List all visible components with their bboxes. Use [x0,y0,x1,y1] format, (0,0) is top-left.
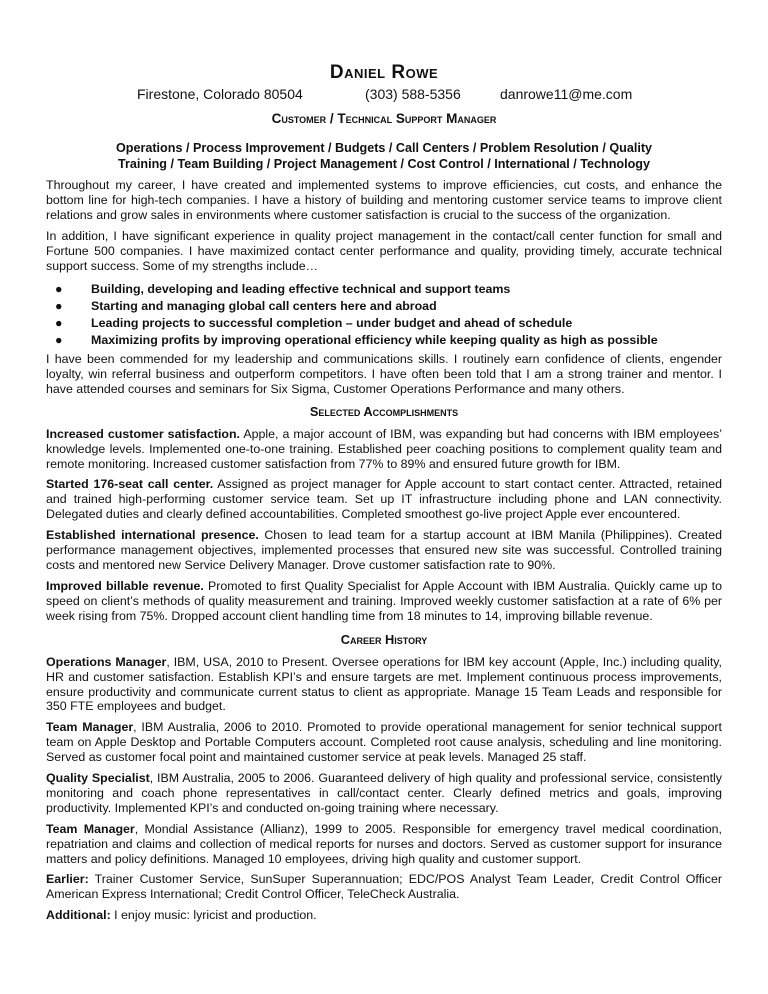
skills-line: Training / Team Building / Project Management / Cost Control / International / Technology [117,156,650,171]
accomplishment-item: Improved billable revenue. Promoted to first Quality Specialist for Apple Account with IBM Australia. Quickly came up to speed on client’s methods of quality measurement and training. Improved weekly customer satisfaction at a rate of 6% per week rising from 75%. Dropped account client handling time from 18 minutes to 14, improving billable revenue. [46,579,723,623]
list-item: ● Building, developing and leading effective technical and support teams [55,282,511,296]
location: Firestone, Colorado 80504 [137,86,303,102]
career-item: Team Manager, Mondial Assistance (Allianz), 1999 to 2005. Responsible for emergency travel medical coordination, repatriation and claims and collection of medical reports for nurses and doctors. Served as customer support for insurance matters and policy definitions. Managed 10 employees, driving high quality and customer support. [46,822,722,866]
accomplishment-item: Established international presence. Chosen to lead team for a startup account at IBM Manila (Philippines). Created performance management objectives, implemented processes that ensured new site was successful. Controlled training costs and mentored new Service Delivery Manager. Drove customer satisfaction rate to 90%. [46,528,722,572]
bullet-icon: ● [55,299,63,313]
job-title: Customer / Technical Support Manager [271,111,497,126]
skills-line: Operations / Process Improvement / Budgets / Call Centers / Problem Resolution / Quality [115,141,653,155]
phone: (303) 588-5356 [365,86,461,102]
list-item: ● Maximizing profits by improving operational efficiency while keeping quality as high as possible [55,333,658,347]
career-item: Team Manager, IBM Australia, 2006 to 2010. Promoted to provide operational management for senior technical support team on Apple Desktop and Portable Computers account. Completed root cause analysis, scheduling and line monitoring. Served as customer focal point and maintained customer service at peak levels. Managed 25 staff. [46,720,722,764]
bullet-icon: ● [55,333,63,347]
bullet-icon: ● [55,282,63,296]
summary-paragraph: I have been commended for my leadership and communications skills. I routinely earn confidence of clients, engender loyalty, win referral business and outperform competitors. I have often been told that I am a strong trainer and mentor. I have attended courses and seminars for Six Sigma, Customer Operations Performance and many others. [46,352,722,396]
list-item: ● Starting and managing global call centers here and abroad [55,299,437,313]
career-item: Operations Manager, IBM, USA, 2010 to Present. Oversee operations for IBM key account (Apple, Inc.) including quality, HR and customer satisfaction. Establish KPI’s and ensure targets are met. Implement continuous process improvements, ensure productivity and communicate current status to client as appropriate. Manage 15 Team Leads and responsible for 350 FTE employees and budget. [46,655,722,714]
strengths-list [46,281,658,349]
career-item: Earlier: Trainer Customer Service, SunSuper Superannuation; EDC/POS Analyst Team Leader, Credit Control Officer American Express International; Credit Control Officer, TeleCheck Australia. [46,872,722,901]
accomplishment-item: Started 176-seat call center. Assigned as project manager for Apple account to start contact center. Attracted, retained and trained high-performing customer service team. Set up IT infrastructure including phone and LAN connectivity. Delegated duties and clearly defined accountabilities. Completed smoothest go-live project Apple ever encountered. [46,477,722,521]
skills-summary [0,141,768,172]
accomplishment-item: Increased customer satisfaction. Apple, a major account of IBM, was expanding but had concerns with IBM employees’ knowledge levels. Implemented one-to-one training. Established peer coaching positions to complement quality team and remote monitoring. Increased customer satisfaction from 77% to 89% and ensured future growth for IBM. [46,427,722,471]
bullet-icon: ● [55,316,63,330]
email: danrowe11@me.com [500,86,633,102]
summary-paragraph: In addition, I have significant experience in quality project management in the contact/call center function for small and Fortune 500 companies. I have maximized contact center performance and quality, providing timely, accurate technical support success. Some of my strengths include… [46,229,722,273]
candidate-name: Daniel Rowe [329,62,439,83]
career-item: Additional: I enjoy music: lyricist and production. [46,908,317,922]
career-item: Quality Specialist, IBM Australia, 2005 to 2006. Guaranteed delivery of high quality and professional service, consistently monitoring and coach phone representatives in call/contact center. Clearly defined metrics and goals, improving productivity. Implemented KPI’s and conducted on-going training where necessary. [46,771,722,815]
section-heading: Selected Accomplishments [309,404,459,419]
list-item: ● Leading projects to successful completion – under budget and ahead of schedule [55,316,573,330]
summary-paragraph: Throughout my career, I have created and implemented systems to improve efficiencies, cut costs, and enhance the bottom line for high-tech companies. I have a history of building and mentoring customer service teams to improve client relations and grow sales in environments where customer satisfaction is crucial to the success of the organization. [46,178,722,222]
section-heading: Career History [340,632,428,647]
